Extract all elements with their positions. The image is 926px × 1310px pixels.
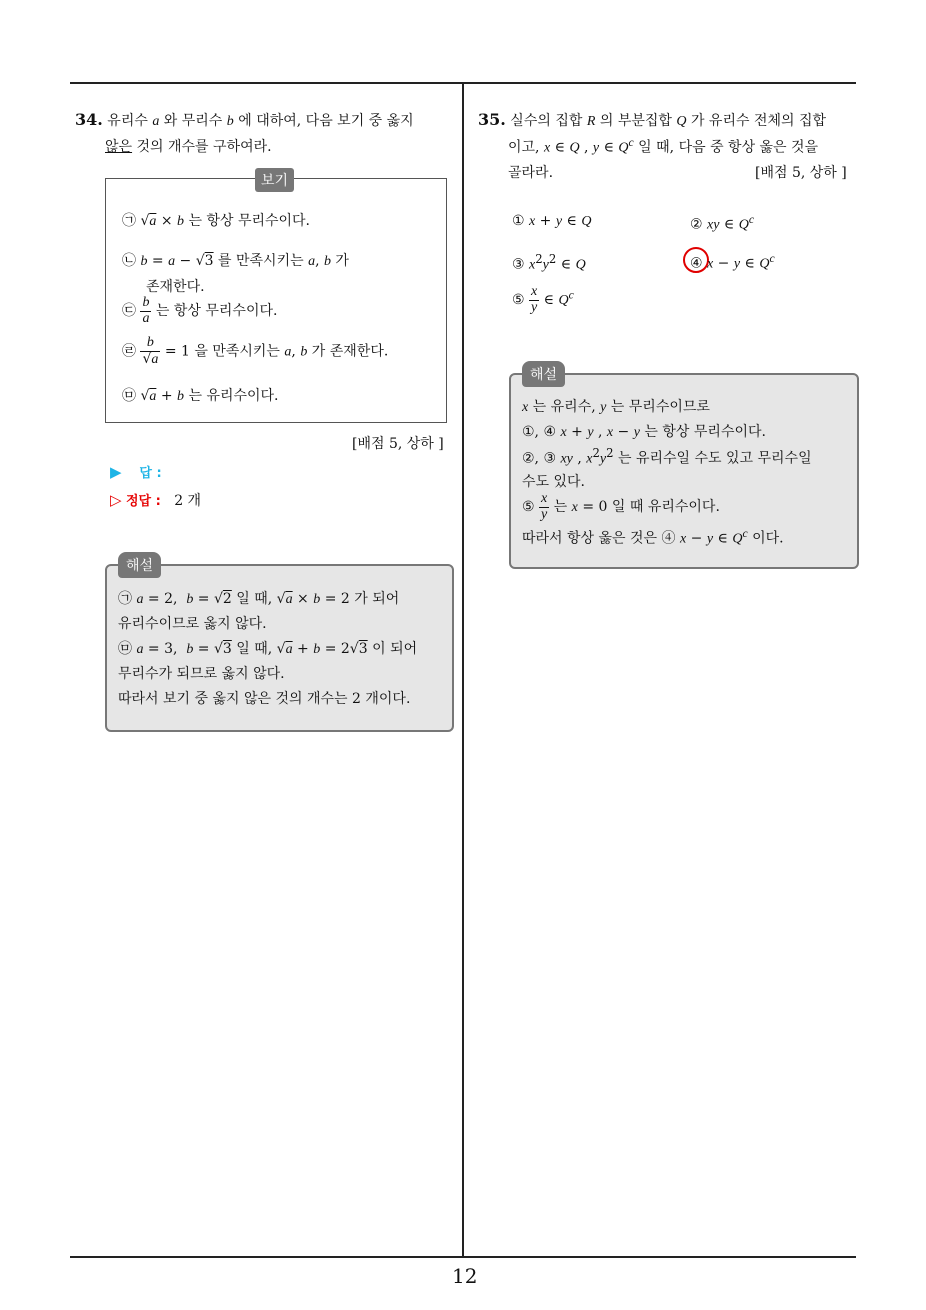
bogi-item-4: ㉣ $\frac{b}{√a}$ = 1 을 만족시키는 a, b 가 존재한다. [122,335,389,367]
choice-3[interactable]: ③ $x^2y^2$ ∈ Q [512,252,586,273]
correct-label: 정답 : [126,494,161,509]
choice-2[interactable]: ② xy ∈ $Q^c$ [690,213,755,233]
question-34-line2: 않은 것의 개수를 구하여라. [105,139,272,155]
solution-34-line2: 유리수이므로 옳지 않다. [118,616,267,632]
solution-34-line1: ㉠ a = 2, b = √2 일 때, √a × b = 2 가 되어 [118,591,400,607]
solution-label-34: 해설 [118,552,161,578]
outline-arrow-icon: ▷ [110,491,122,509]
choice-4[interactable]: ④ x − y ∈ $Q^c$ [690,252,775,272]
solution-35-line4: 수도 있다. [522,474,585,490]
bogi-item-1: ㉠ √a × b 는 항상 무리수이다. [122,213,311,229]
question-35-line2: 이고, x ∈ Q , y ∈ $Q^c$ 일 때, 다음 중 항상 옳은 것을 [508,136,819,156]
bogi-item-5: ㉤ √a + b 는 유리수이다. [122,388,279,404]
bogi-item-2: ㉡ b = a − √3 를 만족시키는 a, b 가 [122,253,349,269]
question-number: 34. [75,110,103,129]
bogi-item-3: ㉢ $\frac{b}{a}$ 는 항상 무리수이다. [122,295,278,326]
correct-value: 2 개 [174,493,202,509]
solution-34-line5: 따라서 보기 중 옳지 않은 것의 개수는 2 개이다. [118,691,411,707]
solution-35-line1: x 는 유리수, y 는 무리수이므로 [522,399,710,415]
question-35-line3: 골라라. [508,165,554,181]
question-35-line1: 35. 실수의 집합 R 의 부분집합 Q 가 유리수 전체의 집합 [478,110,827,129]
play-arrow-icon: ▶ [110,463,122,481]
choice-5[interactable]: ⑤ $\frac{x}{y}$ ∈ $Q^c$ [512,284,574,315]
solution-35-line2: ①, ④ x + y , x − y 는 항상 무리수이다. [522,424,766,440]
solution-34-line3: ㉤ a = 3, b = √3 일 때, √a + b = 2√3 이 되어 [118,641,418,657]
solution-35-line5: ⑤ $\frac{x}{y}$ 는 x = 0 일 때 유리수이다. [522,491,720,522]
column-divider [462,82,464,1258]
answer-prompt-row [110,462,162,481]
underlined-word: 않은 [105,139,133,155]
correct-answer-row [110,490,201,510]
solution-34-line4: 무리수가 되므로 옳지 않다. [118,666,285,682]
solution-label-35: 해설 [522,361,565,387]
answer-prompt: 답 : [139,466,162,481]
score-35: [배점 5, 상하 ] [755,165,847,181]
page-number: 12 [452,1264,478,1288]
bogi-label: 보기 [255,168,294,192]
solution-35-line6: 따라서 항상 옳은 것은 ④ x − y ∈ $Q^c$ 이다. [522,527,784,547]
question-34-line1: 34. 유리수 a 와 무리수 b 에 대하여, 다음 보기 중 옳지 [75,110,414,129]
bogi-item-2-cont: 존재한다. [146,279,205,295]
score-34: [배점 5, 상하 ] [352,436,444,452]
question-number: 35. [478,110,506,129]
bottom-rule [70,1256,856,1258]
solution-35-line3: ②, ③ xy , $x^2y^2$ 는 유리수일 수도 있고 무리수일 [522,446,812,467]
choice-1[interactable]: ① x + y ∈ Q [512,213,592,229]
